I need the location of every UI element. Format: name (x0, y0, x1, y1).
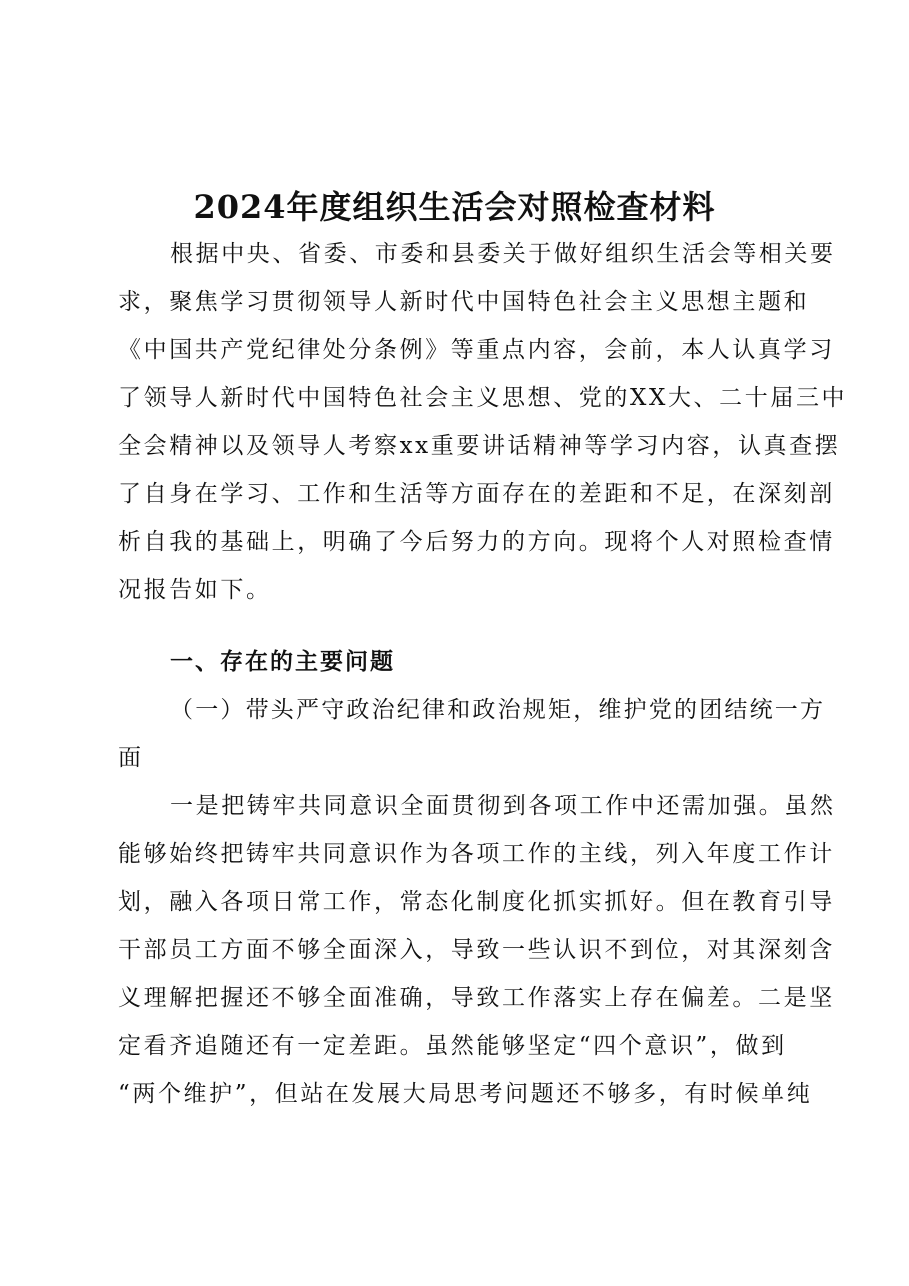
body-line: “两个维护”，但站在发展大局思考问题还不够多，有时候单纯 (118, 1081, 813, 1107)
intro-line: 析自我的基础上，明确了今后努力的方向。现将个人对照检查情 (118, 529, 835, 555)
body-line: 定看齐追随还有一定差距。虽然能够坚定“四个意识”，做到 (118, 1033, 787, 1059)
body-line: 义理解把握还不够全面准确，导致工作落实上存在偏差。二是坚 (118, 985, 835, 1011)
intro-line: 况报告如下。 (118, 577, 272, 603)
intro-line: 《中国共产党纪律处分条例》等重点内容，会前，本人认真学习 (118, 337, 835, 363)
intro-line: 了自身在学习、工作和生活等方面存在的差距和不足，在深刻剖 (118, 481, 835, 507)
body-line: 干部员工方面不够全面深入，导致一些认识不到位，对其深刻含 (118, 937, 835, 963)
intro-line: 了领导人新时代中国特色社会主义思想、党的XX大、二十届三中 (118, 385, 848, 411)
section-heading: 一、存在的主要问题 (170, 649, 395, 675)
intro-line: 全会精神以及领导人考察xx重要讲话精神等学习内容，认真查摆 (118, 433, 841, 459)
body-line: 划，融入各项日常工作，常态化制度化抓实抓好。但在教育引导 (118, 889, 835, 915)
body-line: 一是把铸牢共同意识全面贯彻到各项工作中还需加强。虽然 (170, 793, 836, 819)
subsection-heading: （一）带头严守政治纪律和政治规矩，维护党的团结统一方 (170, 697, 826, 723)
body-line: 能够始终把铸牢共同意识作为各项工作的主线，列入年度工作计 (118, 841, 835, 867)
intro-line: 根据中央、省委、市委和县委关于做好组织生活会等相关要 (170, 241, 836, 267)
document-title: 2024年度组织生活会对照检查材料 (193, 188, 716, 226)
subsection-heading-continued: 面 (118, 745, 144, 771)
intro-line: 求，聚焦学习贯彻领导人新时代中国特色社会主义思想主题和 (118, 289, 810, 315)
